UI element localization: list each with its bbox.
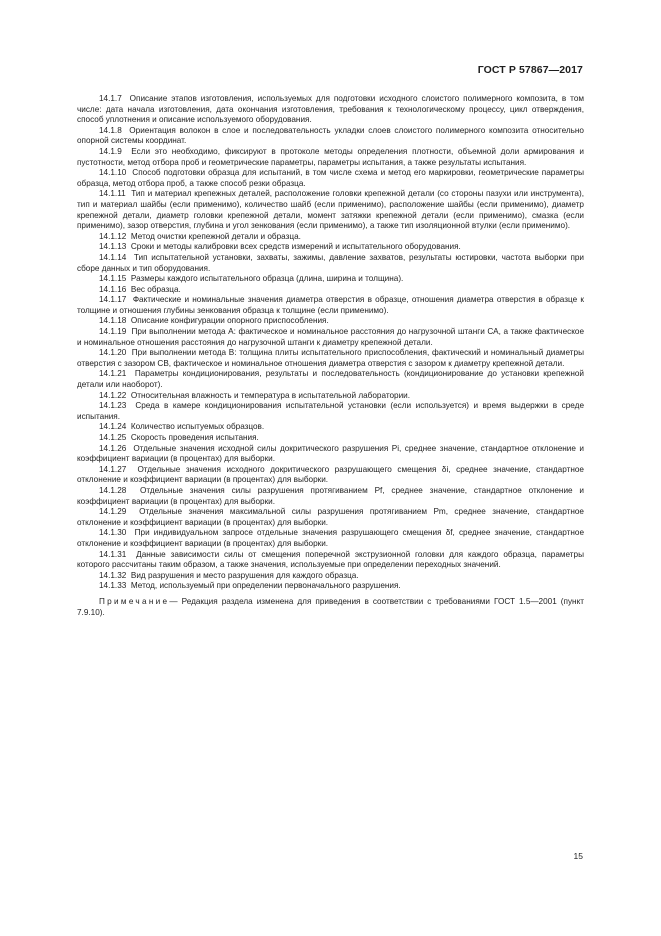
clause-paragraph: [77, 401, 584, 422]
clause-paragraph: [77, 444, 584, 465]
clause-paragraph: [77, 242, 584, 253]
clause-text: Способ подготовки образца для испытаний, в том числе схема и метод его маркировки, геометрические параметры образца, метод отбора проб, а также способ резки образца.: [77, 168, 584, 188]
clause-paragraph: [77, 94, 584, 126]
note-text: — Редакция раздела изменена для приведения в соответствии с требованиями ГОСТ 1.5—2001 (пункт 7.9.10).: [77, 596, 584, 617]
clause-paragraph: [77, 550, 584, 571]
clause-number: 14.1.25: [99, 433, 127, 442]
clause-number: 14.1.8: [99, 125, 122, 135]
clause-number: 14.1.9: [99, 146, 122, 156]
clause-number: 14.1.31: [99, 549, 127, 559]
clause-text: Вес образца.: [130, 284, 181, 294]
clause-paragraph: [77, 147, 584, 168]
clause-paragraph: [77, 189, 584, 231]
clause-number: 14.1.14: [99, 252, 127, 262]
clause-text: При выполнении метода А: фактическое и номинальное расстояния до нагрузочной штанги СА, а также фактическое и номинальное отношения расстояния до нагрузочной штанги к диаметру крепежной детали.: [77, 327, 584, 347]
clause-number: 14.1.29: [99, 507, 127, 517]
clause-number: 14.1.19: [99, 327, 127, 337]
clause-paragraph: [77, 433, 584, 444]
clause-paragraph: [77, 486, 584, 507]
clause-number: 14.1.33: [99, 581, 127, 591]
clause-text: При выполнении метода В: толщина плиты испытательного приспособления, фактический и номинальный диаметры отверстия с зазором СВ, фактическое и номинальное отношения диаметра отверстия с зазором к диаметру крепежной детали.: [77, 348, 584, 368]
clause-number: 14.1.22: [99, 390, 127, 400]
clause-paragraph: [77, 581, 584, 592]
section-content: [77, 94, 584, 618]
clause-paragraph: [77, 316, 584, 327]
clause-paragraph: [77, 465, 584, 486]
clause-paragraph: [77, 369, 584, 390]
clause-paragraph: [77, 232, 584, 243]
clause-text: Размеры каждого испытательного образца (длина, ширина и толщина).: [130, 274, 404, 284]
clause-number: 14.1.13: [99, 242, 127, 252]
clause-text: Тип испытательной установки, захваты, зажимы, давление захватов, результаты юстировки, частота выборки при сборе данных и тип оборудования.: [77, 252, 584, 273]
clause-paragraph: [77, 507, 584, 528]
clause-text: Отдельные значения силы разрушения протягиванием Pf, среднее значение, стандартное отклонение и коэффициент вариации (в процентах) для выборки.: [77, 485, 584, 506]
clause-number: 14.1.21: [99, 369, 127, 379]
clause-number: 14.1.28: [99, 485, 127, 495]
clause-number: 14.1.17: [99, 295, 127, 305]
clause-paragraph: [77, 126, 584, 147]
page-number: 15: [573, 851, 583, 861]
clause-text: Метод, используемый при определении первоначального разрушения.: [130, 581, 401, 591]
clause-text: Фактические и номинальные значения диаметра отверстия в образце, отношения диаметра отверстия в образце к толщине и отношения глубины зенкования образца к толщине (если применимо).: [77, 295, 584, 315]
clause-text: Ориентация волокон в слое и последовательность укладки слоев слоистого полимерного композита относительно опорной системы координат.: [77, 125, 584, 146]
clause-number: 14.1.12: [99, 231, 127, 241]
clause-text: Отдельные значения исходной силы докритического разрушения Pi, среднее значение, стандартное отклонение и коэффициент вариации (в процентах) для выборки.: [77, 443, 584, 464]
clause-text: Тип и материал крепежных деталей, расположение головки крепежной детали (со стороны пазухи или инструмента), тип и материал шайбы (если применимо), количество шайб (если применимо), расположение шайбы (если применимо), диаметр крепежной детали, диаметр головки крепежной детали, момент затяжки крепежной детали (если применимо), смазка (если применимо), зазор отверстия, глубина и угол зенкования (если применимо), а также тип изоляционной втулки (если применимо).: [77, 189, 584, 231]
clause-text: Отдельные значения максимальной силы разрушения протягиванием Pm, среднее значение, стандартное отклонение и коэффициент вариации (в процентах) для выборки.: [77, 507, 584, 527]
clause-number: 14.1.30: [99, 528, 127, 538]
clause-number: 14.1.24: [99, 422, 127, 432]
clause-paragraph: [77, 571, 584, 582]
clause-paragraph: [77, 327, 584, 348]
clause-text: При индивидуальном запросе отдельные значения разрушающего смещения δf, среднее значение, стандартное отклонение и коэффициент вариации (в процентах) для выборки.: [77, 528, 584, 548]
clause-paragraph: [77, 422, 584, 433]
clause-paragraph: [77, 295, 584, 316]
clause-number: 14.1.10: [99, 168, 127, 178]
clause-text: Скорость проведения испытания.: [130, 433, 259, 442]
clause-paragraph: [77, 391, 584, 402]
clause-text: Вид разрушения и место разрушения для каждого образца.: [130, 570, 359, 580]
clause-text: Если это необходимо, фиксируют в протоколе методы определения плотности, объемной доли армирования и пустотности, метод отбора проб и геометрические параметры, параметры испытания, а также результаты испытания.: [77, 146, 584, 167]
clause-paragraph: [77, 274, 584, 285]
clause-text: Данные зависимости силы от смещения поперечной экструзионной головки для каждого образца, параметры которого рассчитаны таким образом, а также значения, используемые при определении переходных значений.: [77, 549, 584, 570]
clause-text: Описание конфигурации опорного приспособления.: [130, 316, 329, 326]
clause-text: Относительная влажность и температура в испытательной лаборатории.: [130, 390, 411, 400]
paragraph-list: [77, 94, 584, 592]
clause-paragraph: [77, 253, 584, 274]
note-label: Примечание: [99, 596, 170, 606]
clause-text: Среда в камере кондиционирования испытательной установки (если используется) и время выдержки в среде испытания.: [77, 401, 584, 421]
clause-text: Описание этапов изготовления, используемых для подготовки исходного слоистого полимерного композита, в том числе: дата начала изготовления, дата окончания изготовления, требования к технологическому процессу, цикл отверждения, способ уплотнения и описание используемого оборудования.: [77, 94, 585, 125]
clause-number: 14.1.32: [99, 570, 127, 580]
clause-number: 14.1.15: [99, 274, 127, 284]
note: [77, 597, 584, 618]
clause-number: 14.1.26: [99, 443, 127, 453]
clause-paragraph: [77, 168, 584, 189]
clause-text: Количество испытуемых образцов.: [130, 422, 265, 432]
clause-paragraph: [77, 528, 584, 549]
clause-text: Отдельные значения исходного докритического разрушающего смещения δi, среднее значение, стандартное отклонение и коэффициент вариации (в процентах) для выборки.: [77, 464, 584, 485]
clause-number: 14.1.18: [99, 316, 127, 326]
clause-number: 14.1.23: [99, 401, 127, 411]
clause-paragraph: [77, 285, 584, 296]
document-code: ГОСТ Р 57867—2017: [477, 64, 583, 76]
clause-paragraph: [77, 348, 584, 369]
clause-text: Сроки и методы калибровки всех средств измерений и испытательного оборудования.: [130, 242, 461, 252]
clause-number: 14.1.11: [99, 189, 126, 199]
clause-number: 14.1.27: [99, 464, 127, 474]
clause-text: Метод очистки крепежной детали и образца.: [130, 231, 301, 241]
clause-number: 14.1.16: [99, 284, 127, 294]
clause-text: Параметры кондиционирования, результаты и последовательность (кондиционирование до установки крепежной детали или наоборот).: [77, 369, 584, 390]
clause-number: 14.1.20: [99, 348, 127, 358]
clause-number: 14.1.7: [99, 94, 122, 103]
